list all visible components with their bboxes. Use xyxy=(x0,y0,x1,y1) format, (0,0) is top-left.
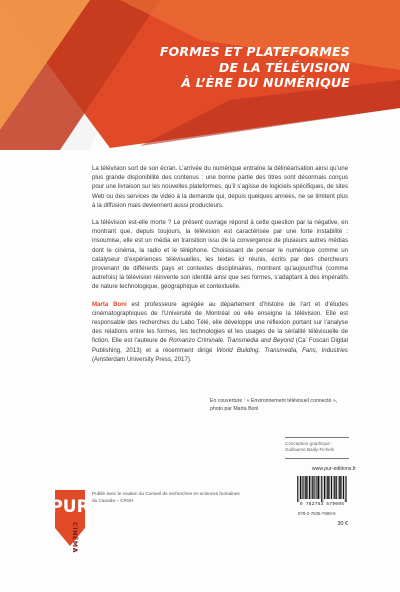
book-title xyxy=(100,44,350,91)
funding-notice: Publié avec le soutien du Conseil de recherches en sciences humaines du Canada – CRSH xyxy=(92,491,240,503)
author-bio-text-3: (Amsterdam University Press, 2017). xyxy=(92,355,192,363)
publisher-website: www.pur-editions.fr xyxy=(311,466,356,472)
title-line-1: FORMES ET PLATEFORMES xyxy=(159,44,350,59)
author-bio-text-2: (Ca’ Foscari Digital Publishing, 2013) et a récemment dirigé xyxy=(92,337,348,354)
book-title-1: Romanzo Criminale. Transmedia and Beyond xyxy=(168,337,294,345)
author-bio xyxy=(92,300,348,364)
isbn: 978-2-7535-7909-5 xyxy=(298,511,336,516)
divider-top xyxy=(285,437,349,438)
pur-cinema-logo xyxy=(50,488,90,554)
design-credit-label: Conception graphique : xyxy=(285,441,333,446)
title-banner xyxy=(0,0,400,150)
design-credit-name: Guillaume Bailly-Fichels xyxy=(285,447,335,453)
book-title-2: World Building. Transmedia, Fans, Industries xyxy=(216,346,348,354)
title-line-3: À L’ÈRE DU NUMÉRIQUE xyxy=(181,75,350,90)
design-credit xyxy=(285,441,355,453)
paragraph-intro: La télévision sort de son écran. L’arrivée du numérique entraîne la délinéarisation ainsi qu’une plus grande disponibilité des contenus : une bonne partie des titres sont désormais conçus pour une livraison sur les nouvelles plateformes, qu’il s’agisse de logiciels spécifiques, de sites Web ou des services de vidéo à la demande qui, depuis quelques années, ne se limitent plus à la diffusion mais deviennent aussi producteurs. xyxy=(92,165,348,209)
logo-pur-text: PUR xyxy=(50,497,90,517)
cover-credit: En couverture : « Environnement télévisuel connecté », photo par Marta Boni xyxy=(210,398,338,412)
barcode xyxy=(296,476,350,502)
paragraph-question: La télévision est-elle morte ? Le présent ouvrage répond à cette question par la négative, en montrant que, depuis toujours, la télévision est caractérisée par une forte instabilité : insoumise, elle est un média en transition issu de la convergence de plusieurs autres médias dont le cinéma, la radio et le téléphone. Choisissant de penser le numérique comme un catalyseur d’expériences télévisuelles, les textes ici réunis, écrits par des chercheurs provenant de différents pays et contextes disciplinaires, montrent qu’aujourd’hui (comme autrefois) la télévision réinvente son identité ainsi que ses formes, s’adaptant à des impératifs de nature technologique, géographique et contextuelle. xyxy=(92,219,348,291)
author-bio-text-1: est professeure agrégée au département d’histoire de l’art et d’études cinématographiques de l’Université de Montréal où elle enseigne la télévision. Elle est responsable des recherches du Labo Télé, elle développe une réflexion portant sur l’analyse des relations entre les formes, les technologies et les usages de la sérialité télévisuelle de fiction. Elle est l’auteure de xyxy=(92,300,348,345)
back-cover-text xyxy=(92,164,348,372)
title-line-2: DE LA TÉLÉVISION xyxy=(218,59,350,75)
price: 30 € xyxy=(337,521,348,527)
divider-bottom xyxy=(285,458,349,459)
logo-cinema-text: CINÉMA xyxy=(71,522,79,554)
barcode-number: 9 782753 579095 xyxy=(299,502,345,507)
author-name: Marta Boni xyxy=(92,300,127,308)
